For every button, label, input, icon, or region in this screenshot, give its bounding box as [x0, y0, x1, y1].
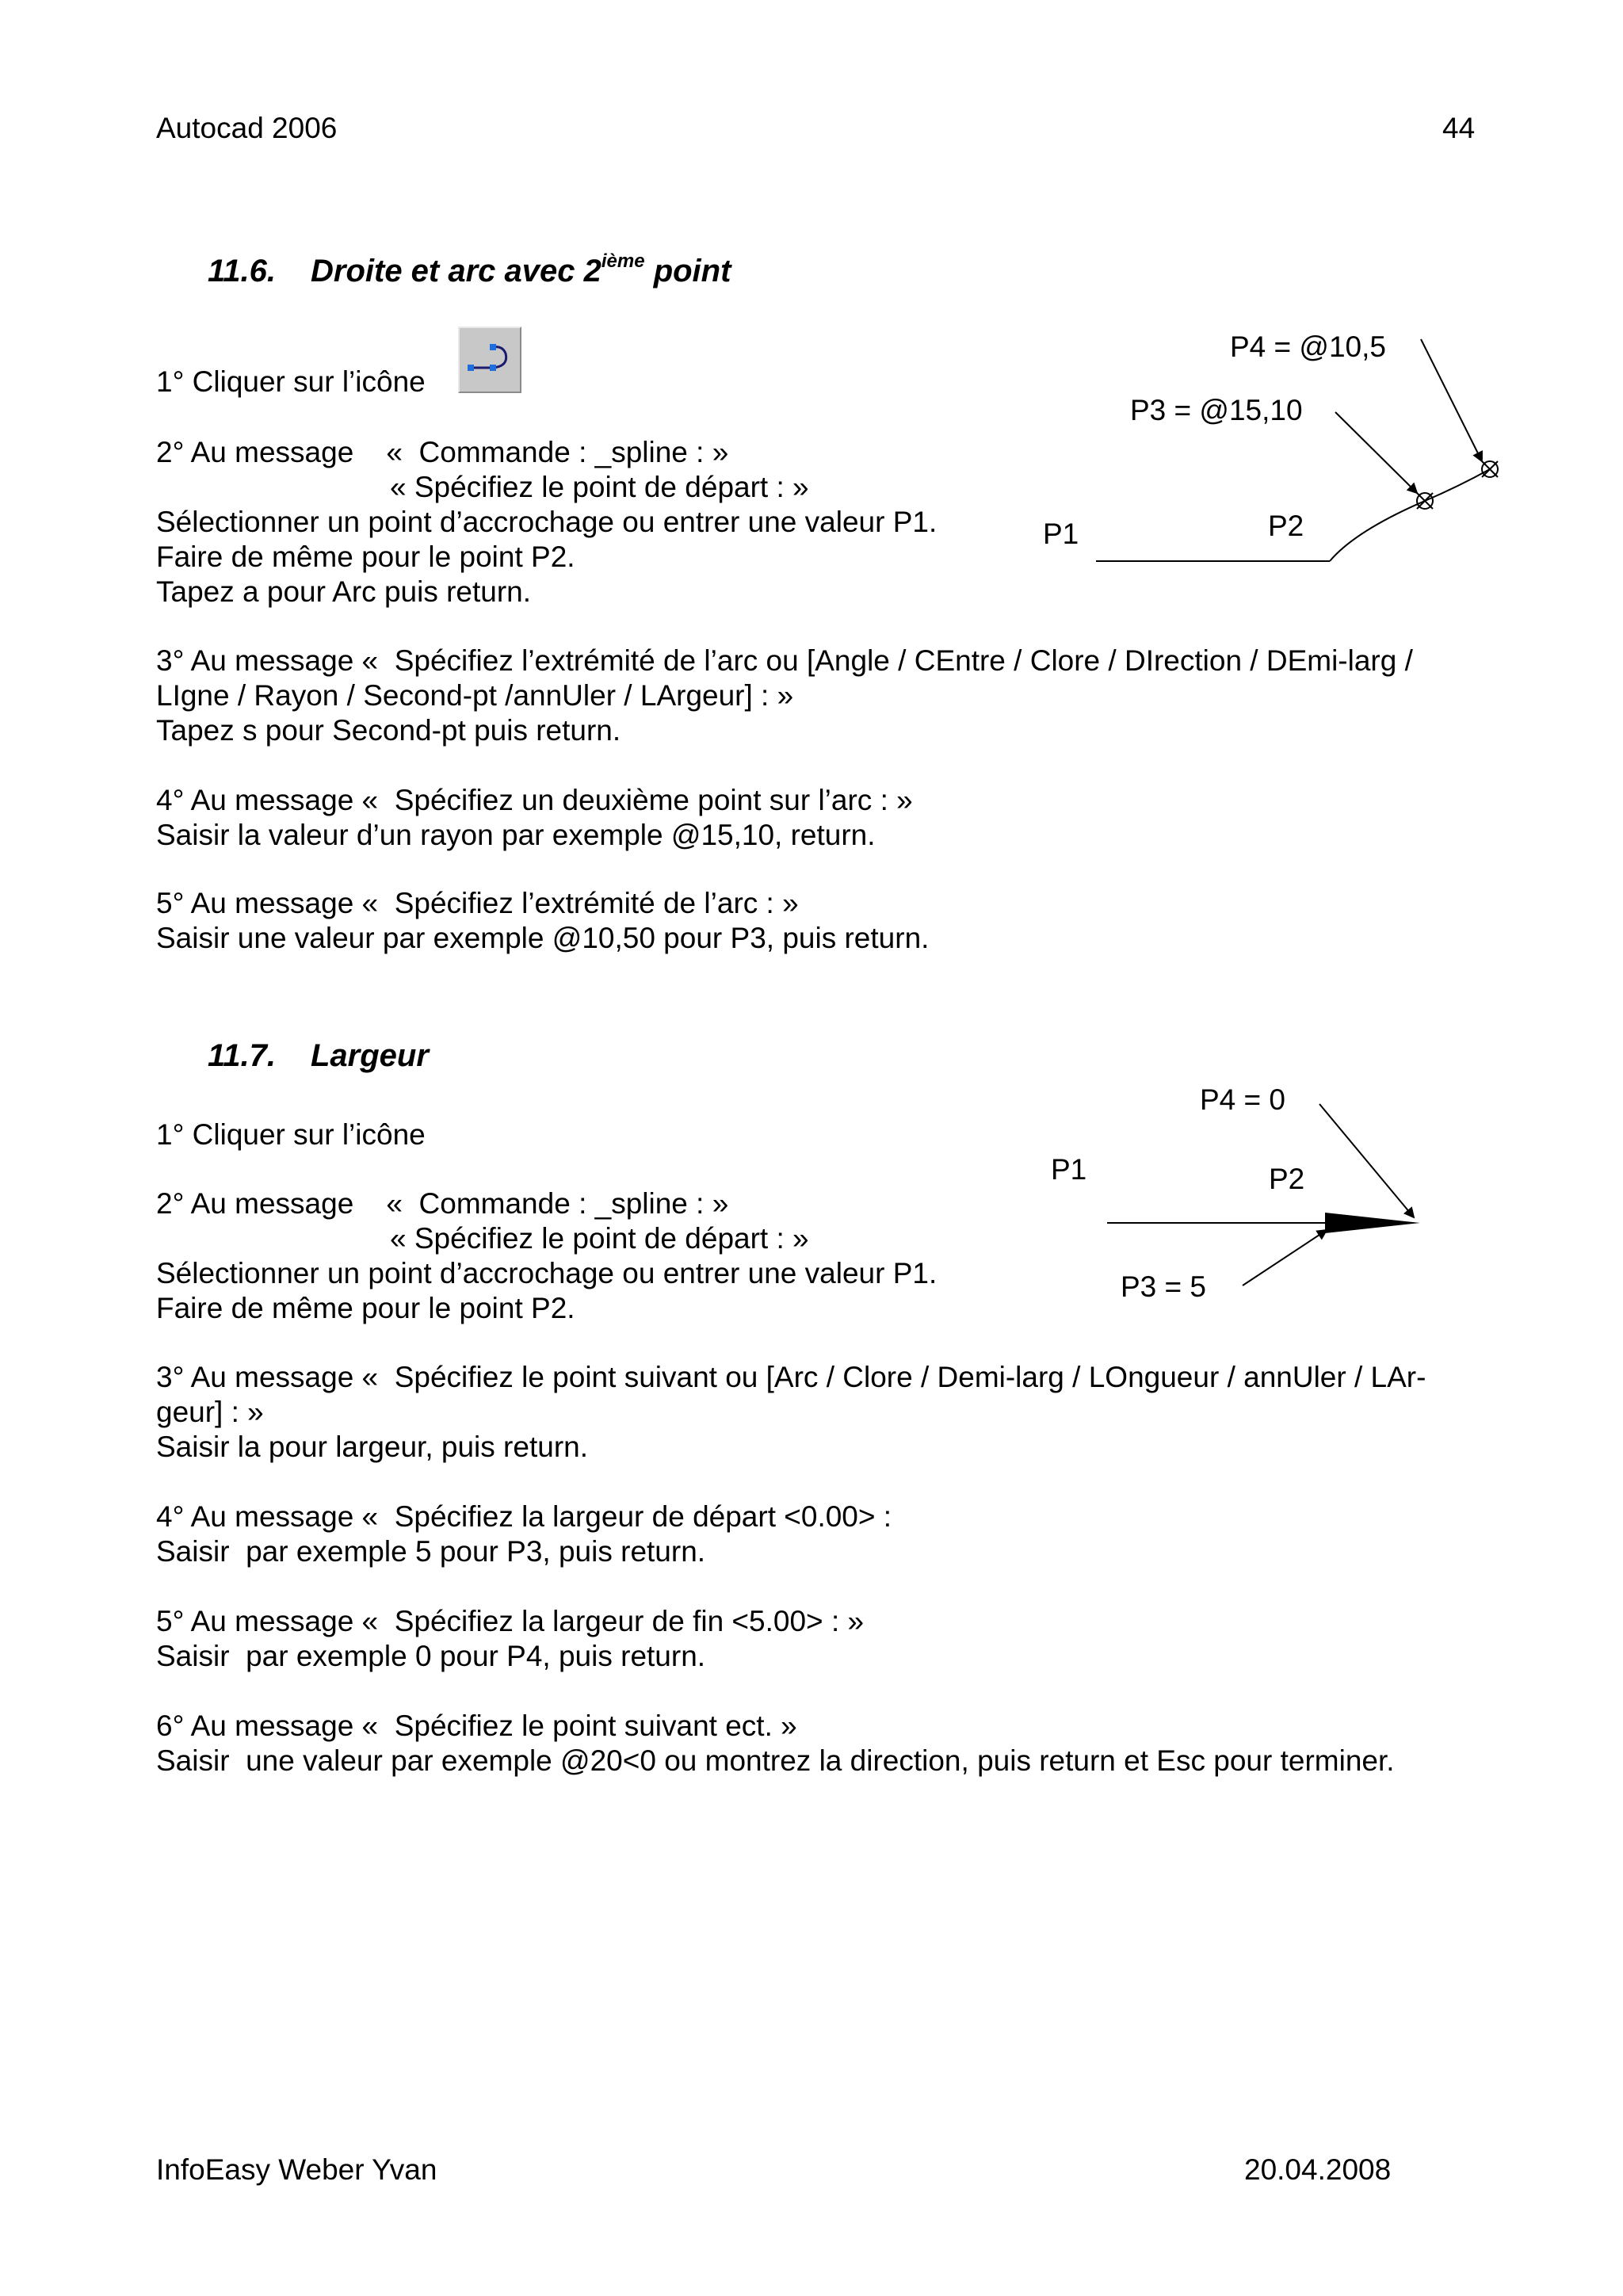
section-title: Largeur [311, 1038, 429, 1073]
s2-step6-line2: Saisir une valeur par exemple @20<0 ou montrez la direction, puis return et Esc pour terminer. [156, 1744, 1395, 1777]
s2-step4-line1: 4° Au message « Spécifiez la largeur de départ <0.00> : [156, 1500, 892, 1533]
section-number: 11.7. [208, 1038, 276, 1073]
s1-step3-line3: Tapez s pour Second-pt puis return. [156, 714, 621, 747]
s1-step5-line2: Saisir une valeur par exemple @10,50 pour P3, puis return. [156, 922, 930, 954]
spline-arc-diagram [1030, 317, 1522, 586]
s1-step2-line3: Sélectionner un point d’accrochage ou entrer une valeur P1. [156, 506, 938, 538]
label-p4: P4 = 0 [1200, 1083, 1286, 1116]
label-p2: P2 [1268, 510, 1304, 542]
s1-step2-line4: Faire de même pour le point P2. [156, 541, 575, 573]
s2-step2-line1: 2° Au message « Commande : _spline : » [156, 1187, 729, 1220]
arrow-p4 [1319, 1104, 1414, 1217]
s1-step5-line1: 5° Au message « Spécifiez l’extrémité de l’arc : » [156, 887, 799, 919]
label-p4: P4 = @10,5 [1230, 330, 1386, 363]
s2-step2-line4: Faire de même pour le point P2. [156, 1292, 575, 1324]
s2-step3-line1: 3° Au message « Spécifiez le point suivant ou [Arc / Clore / Demi-larg / LOngueur / annUler / LAr- [156, 1361, 1426, 1393]
spline-arc-icon[interactable] [458, 327, 521, 393]
arrow-p4 [1421, 339, 1482, 461]
footer-author: InfoEasy Weber Yvan [156, 2153, 437, 2186]
s2-step4-line2: Saisir par exemple 5 pour P3, puis return. [156, 1535, 706, 1568]
tapered-width-segment [1325, 1213, 1420, 1233]
section-title: Droite et arc avec 2 [311, 254, 601, 288]
s2-step2-line3: Sélectionner un point d’accrochage ou entrer une valeur P1. [156, 1257, 938, 1289]
s2-step5-line1: 5° Au message « Spécifiez la largeur de fin <5.00> : » [156, 1605, 865, 1637]
arc-segment [1330, 469, 1490, 561]
s2-step3-line2: geur] : » [156, 1396, 264, 1428]
s2-step1: 1° Cliquer sur l’icône [156, 1118, 426, 1151]
page-number: 44 [1442, 112, 1476, 144]
arrow-p3 [1243, 1230, 1327, 1286]
s1-step2-line5: Tapez a pour Arc puis return. [156, 575, 532, 608]
s2-step5-line2: Saisir par exemple 0 pour P4, puis return. [156, 1640, 706, 1672]
s1-step3-line2: LIgne / Rayon / Second-pt /annUler / LArgeur] : » [156, 679, 794, 712]
label-p3: P3 = 5 [1121, 1270, 1207, 1303]
s1-step2-line2: « Spécifiez le point de départ : » [390, 471, 809, 503]
snap-marker-p4 [1482, 461, 1498, 477]
label-p3: P3 = @15,10 [1130, 394, 1303, 426]
s2-step3-line3: Saisir la pour largeur, puis return. [156, 1431, 588, 1463]
section-number: 11.6. [208, 254, 276, 288]
s1-step2-line1: 2° Au message « Commande : _spline : » [156, 436, 729, 468]
s1-step3-line1: 3° Au message « Spécifiez l’extrémité de l’arc ou [Angle / CEntre / Clore / DIrection / DEmi-larg / [156, 644, 1413, 677]
label-p2: P2 [1269, 1163, 1305, 1195]
header-title: Autocad 2006 [156, 112, 338, 144]
label-p1: P1 [1043, 518, 1079, 550]
section-title-superscript: ième [601, 250, 645, 272]
s1-step4-line2: Saisir la valeur d’un rayon par exemple @15,10, return. [156, 819, 876, 851]
section-heading-11-6 [208, 250, 731, 289]
s1-step4-line1: 4° Au message « Spécifiez un deuxième point sur l’arc : » [156, 784, 913, 816]
s2-step6-line1: 6° Au message « Spécifiez le point suivant ect. » [156, 1710, 797, 1742]
snap-marker-p3 [1417, 493, 1433, 509]
arrow-p3 [1335, 412, 1417, 493]
s1-step1: 1° Cliquer sur l’icône [156, 365, 426, 398]
spline-arc-icon-graphic [460, 328, 520, 392]
section-title-end: point [644, 254, 731, 288]
footer-date: 20.04.2008 [1244, 2153, 1392, 2186]
label-p1: P1 [1051, 1153, 1087, 1186]
width-polyline-diagram [1030, 1078, 1458, 1331]
section-heading-11-7 [208, 1038, 429, 1074]
s2-step2-line2: « Spécifiez le point de départ : » [390, 1222, 809, 1255]
